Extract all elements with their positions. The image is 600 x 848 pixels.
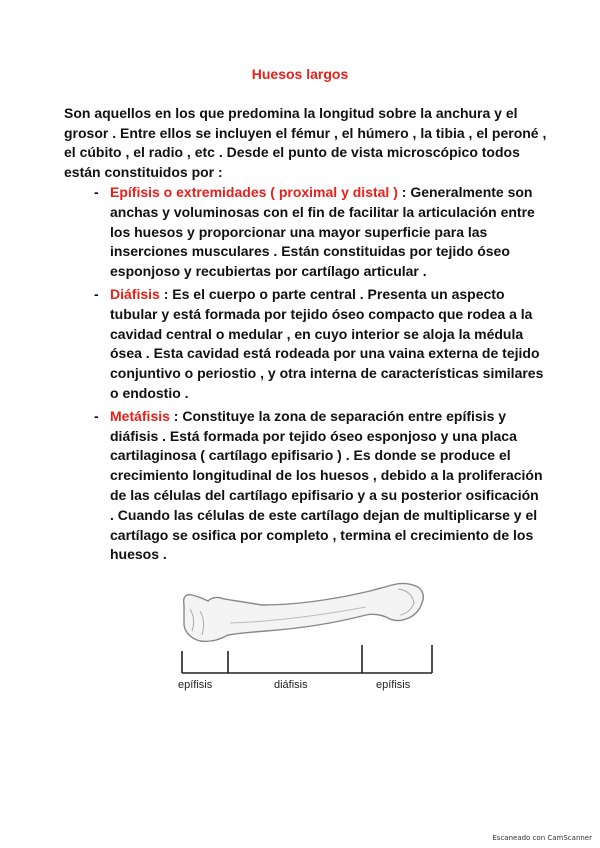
scanner-footer: Escaneado con CamScanner xyxy=(492,834,592,842)
list-dash: - xyxy=(94,285,99,302)
term-separator: : xyxy=(159,285,173,302)
definition-metafisis: Constituye la zona de separación entre epífisis y diáfisis . Está formada por tejido óseo esponjoso y una placa cartilaginosa ( cartílago epifisario ) . Es donde se produce el crecimiento longitudinal de los huesos , debido a la proliferación de las células del cartílago epifisario y a su posterior osificación . Cuando las células de este cartílago dejan de multiplicarse y el cartílago se osifica por completo , termina el crecimiento de los huesos . xyxy=(110,407,543,563)
definition-list xyxy=(64,183,544,568)
list-item-metafisis xyxy=(64,407,544,565)
label-epifisis-left: epífisis xyxy=(178,679,213,691)
list-dash: - xyxy=(94,407,99,424)
term-diafisis: Diáfisis xyxy=(110,285,160,302)
term-metafisis: Metáfisis xyxy=(110,407,170,424)
label-epifisis-right: epífisis xyxy=(376,679,411,691)
label-diafisis: diáfisis xyxy=(274,679,308,691)
page-title: Huesos largos xyxy=(251,66,349,82)
definition-epifisis: Generalmente son anchas y voluminosas con el fin de facilitar la articulación entre los huesos y proporcionar una mayor superficie para las inserciones musculares . Están constituidas por tejido óseo esponjoso y recubiertas por cartílago articular . xyxy=(110,184,535,280)
term-separator: : xyxy=(397,184,411,200)
term-separator: : xyxy=(169,407,183,424)
term-epifisis: Epífisis o extremidades ( proximal y distal ) xyxy=(110,184,398,200)
femur-illustration xyxy=(170,575,440,675)
list-item-diafisis xyxy=(64,285,544,404)
femur-bone-outline xyxy=(184,583,424,641)
list-item-epifisis xyxy=(64,183,544,282)
intro-paragraph: Son aquellos en los que predomina la longitud sobre la anchura y el grosor . Entre ellos se incluyen el fémur , el húmero , la tibia , el peroné , el cúbito , el radio , etc . Desde el punto de vista microscópico todos están constituidos por : xyxy=(64,105,547,180)
definition-diafisis: Es el cuerpo o parte central . Presenta un aspecto tubular y está formada por tejido óseo compacto que rodea a la cavidad central o medular , en cuyo interior se aloja la médula ósea . Esta cavidad está rodeada por una vaina externa de tejido conjuntivo o periostio , y otra interna de características similares o endostio . xyxy=(110,285,544,401)
region-brackets xyxy=(182,645,432,673)
long-bone-figure xyxy=(170,575,440,700)
list-dash: - xyxy=(94,184,99,200)
